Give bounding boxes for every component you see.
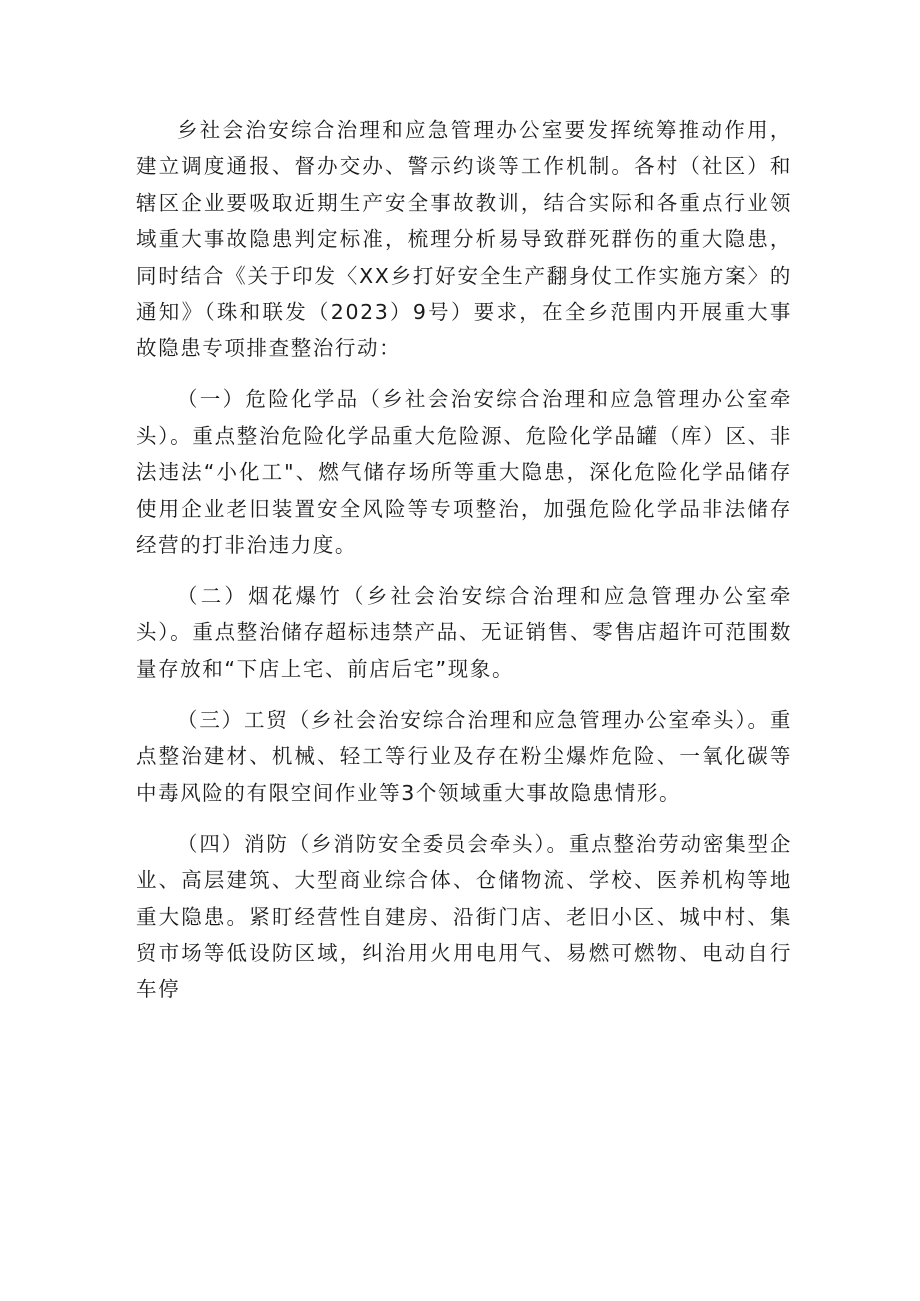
paragraph-intro: 乡社会治安综合治理和应急管理办公室要发挥统筹推动作用，建立调度通报、督办交办、警示约谈等工作机制。各村（社区）和辖区企业要吸取近期生产安全事故教训，结合实际和各重点行业领域重大事故隐患判定标准，梳理分析易导致群死群伤的重大隐患，同时结合《关于印发〈XX乡打好安全生产翻身仗工作实施方案〉的通知》（珠和联发（2023）9号）要求，在全乡范围内开展重大事故隐患专项排查整治行动： bbox=[136, 118, 792, 361]
paragraph-hazardous-chemicals: （一）危险化学品（乡社会治安综合治理和应急管理办公室牵头）。重点整治危险化学品重大危险源、危险化学品罐（库）区、非法违法“小化工"、燃气储存场所等重大隐患，深化危险化学品储存使用企业老旧装置安全风险等专项整治，加强危险化学品非法储存经营的打非治违力度。 bbox=[136, 387, 792, 558]
paragraph-spacer bbox=[136, 563, 792, 578]
document-body bbox=[136, 112, 792, 1008]
paragraph-spacer bbox=[136, 687, 792, 702]
paragraph-spacer bbox=[136, 367, 792, 382]
paragraph-fireworks: （二）烟花爆竹（乡社会治安综合治理和应急管理办公室牵头）。重点整治储存超标违禁产品、无证销售、零售店超许可范围数量存放和“下店上宅、前店后宅”现象。 bbox=[136, 584, 792, 681]
paragraph-fire-safety: （四）消防（乡消防安全委员会牵头）。重点整治劳动密集型企业、高层建筑、大型商业综合体、仓储物流、学校、医养机构等地重大隐患。紧盯经营性自建房、沿街门店、老旧小区、城中村、集贸市场等低设防区域，纠治用火用电用气、易燃可燃物、电动自行车停 bbox=[136, 831, 792, 1002]
paragraph-spacer bbox=[136, 811, 792, 826]
paragraph-industry-trade: （三）工贸（乡社会治安综合治理和应急管理办公室牵头）。重点整治建材、机械、轻工等行业及存在粉尘爆炸危险、一氧化碳等中毒风险的有限空间作业等3个领域重大事故隐患情形。 bbox=[136, 707, 792, 805]
